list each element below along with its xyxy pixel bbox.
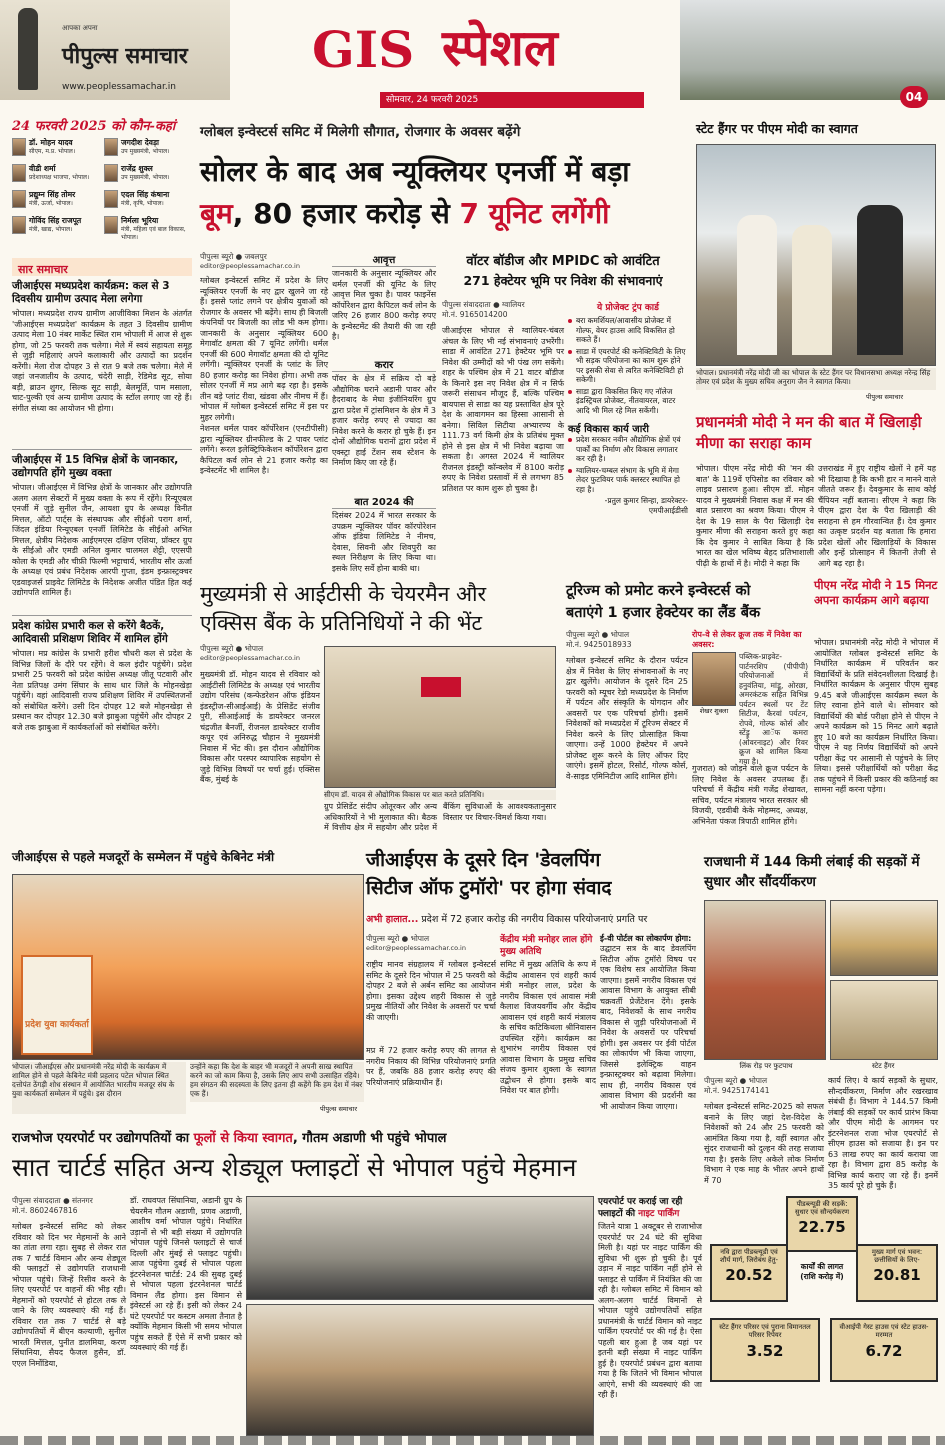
gwalior-side xyxy=(568,300,688,580)
labour-caption-2: उन्होंने कहा कि देश के बाहर भी मजदूरों ने अपनी साख स्थापित करने का जो काम किया है, उसके लिए आप सभी उत्साहित रहिये। हम संगठन की सदस्यता के लिए इतना ही कहेंगे कि हम देश में नंबर एक हैं। xyxy=(190,1062,364,1102)
baat-text: दिसंबर 2024 में भारत सरकार के उपक्रम न्यूक्लियर पॉवर कॉरपोरेशन ऑफ इंडिया लिमिटेड ने नीमच, देवास, सिवनी और शिवपुरी का स्थल निरीक्षण के लिए किया था। इसके लिए सर्वे होना बाकी था। xyxy=(332,511,436,573)
roads-text-1: ग्लोबल इन्वेस्टर्स समिट-2025 को सफल बनाने के लिए जहां देश-विदेश के निवेशकों को 24 और 25 फरवरी को आमंत्रित किया गया है, वहीं स्वागत और सुंदर राजधानी को दुल्हन की तरह सजाया गया है। इसके लिए अकेले लोक निर्माण विभाग ने एक माह के भीतर अपने हाथों में 70 xyxy=(704,1102,824,1185)
sar-samachar-header xyxy=(12,258,192,276)
bullet-icon xyxy=(568,319,572,323)
airport-byline-box xyxy=(12,1196,122,1220)
tourism-person-photo xyxy=(692,652,736,706)
person-role: मंत्री, महिला एवं बाल विकास, भोपाल। xyxy=(121,226,186,241)
tagline: आपका अपना xyxy=(62,24,98,32)
stat-main-roads xyxy=(856,1244,938,1302)
city-byline: पीपुल्स ब्यूरो ● भोपाल xyxy=(366,934,430,943)
bullet-item: बरा कमर्शियल/आवासीय प्रोजेक्ट में गोल्फ, वेयर हाउस आदि विकसित हो सकते हैं। xyxy=(568,316,688,345)
gwalior-byline: पीपुल्स संवाददाता ● ग्वालियर xyxy=(442,300,525,309)
person-name: गोविंद सिंह राजपूत xyxy=(29,216,82,225)
stat-label: स्टेट हैंगर परिसर एवं पुराना विमानतल परिसर रिपेयर xyxy=(719,1323,811,1339)
person-role: उप मुख्यमंत्री, भोपाल। xyxy=(121,174,170,181)
pm-time-headline: पीएम नरेंद्र मोदी ने 15 मिनट अपना कार्यक्रम आगे बढ़ाया xyxy=(814,578,938,607)
person-entry xyxy=(12,164,100,188)
avatar xyxy=(104,138,118,156)
person-role: प्रदेशाध्यक्ष भाजपा, भोपाल। xyxy=(29,174,90,181)
labour-banner-text: प्रदेश युवा कार्यकर्ता xyxy=(25,1020,89,1030)
bullet-item: ग्वालियर-चम्बल संभाग के भूमि में मेगा लेदर फुटवियर पार्क क्लस्टर स्थापित हो रहा है। xyxy=(568,466,688,495)
bullet-item: साडा द्वारा विकसित किए गए नॉलेज इंडस्ट्रियल प्रोजेक्ट, नीतवायरल, वाटर आदि भी मिल रहे मिल सकेंगी। xyxy=(568,387,688,416)
airport-photo-arrivals xyxy=(246,1196,594,1300)
tourism-headline-line2: बताएंगे 1 हजार हेक्टेयर का लैंड बैंक xyxy=(566,605,761,621)
masthead-right-photo xyxy=(680,0,945,100)
airport-kicker-b: फूलों से किया स्वागत xyxy=(193,1131,293,1146)
itc-caption: सीएम डॉ. यादव से औद्योगिक विकास पर बात करते प्रतिनिधि। xyxy=(324,790,556,800)
tourism-side-text: पब्लिक-प्राइवेट-पार्टनरशिप (पीपीपी) परियोजनाओं में हनुवंतिया, मांडू, ओरछा, अमरकंटक सहित विभिन्न पर्यटन स्थलों पर टेंट सिटीज, कैरवां पर्यटन, रोपवे, गोल्फ कोर्स और स्टेंड्रू आॅफ कमरा (ओवरनाइट) और रिवर क्रूज को शामिल किया गया है। xyxy=(739,652,808,766)
avatar xyxy=(12,190,26,208)
city-col2 xyxy=(500,934,596,1114)
stat-state-hangar xyxy=(710,1318,820,1382)
gwalior-headline-line1: वॉटर बॉडीज और MPIDC को आवंटित xyxy=(466,254,660,269)
person-name: निर्मला भूरिया xyxy=(121,216,159,225)
roads-photo-state-hangar xyxy=(830,980,938,1060)
brief-headline-2: जीआईएस में 15 विभिन्न क्षेत्रों के जानकार, उद्योगपति होंगे मुख्य वक्ता xyxy=(12,454,179,479)
bullet-icon xyxy=(568,390,572,394)
airport-kicker-a: राजभोज एयरपोर्ट पर उद्योगपतियों का xyxy=(12,1131,190,1146)
stat-value: 20.52 xyxy=(725,1266,773,1284)
person-entry xyxy=(104,216,192,240)
stat-label: मुख्य मार्ग एवं भवन: छत्तीसियों के लिए- xyxy=(871,1248,923,1264)
lead-byline-box xyxy=(200,252,320,272)
aaval-text: जानकारी के अनुसार न्यूक्लियर और थर्मल एनर्जी की यूनिट के लिए आवृत्त मिल चुका है। पावर फाइनेंस कॉर्पोरेशन द्वारा कैपिटल कर्व लोन के जरिए 26 हजार 800 करोड़ रुपए के इन्वेस्टमेंट की तैयारी की जा रही है। xyxy=(332,269,436,341)
city-headline-line1: जीआईएस के दूसरे दिन 'डेवलपिंग xyxy=(366,849,601,871)
tourism-byline-box xyxy=(566,630,686,652)
city-kicker-red: अभी हालात... xyxy=(366,914,419,925)
avatar xyxy=(12,138,26,156)
person-role: उप मुख्यमंत्री, भोपाल। xyxy=(121,148,170,155)
stat-value: 6.72 xyxy=(865,1342,903,1360)
gwalior-headline xyxy=(440,252,686,294)
lead-text-col1b: नेशनल थर्मल पावर कॉर्पोरेशन (एनटीपीसी) द्वारा न्यूक्लियर ग्रीनफील्ड के 2 पावर प्लांट लगेंगे। रूरल इलेक्ट्रिफिकेशन कॉर्पोरेशन द्वारा कैपिटल कर्व लोन से 21 हजार करोड़ का इन्वेस्टमेंट भी शामिल है। xyxy=(200,424,328,475)
person-entry xyxy=(12,138,100,162)
lead-headline xyxy=(200,152,688,244)
bullet-icon xyxy=(568,350,572,354)
avatar xyxy=(104,190,118,208)
brief-text-1: भोपाल। मध्यप्रदेश राज्य ग्रामीण आजीविका मिशन के अंतर्गत 'जीआईएस मध्यप्रदेश' कार्यक्रम के तहत 3 दिवसीय ग्रामीण उत्पाद मेला 10 नंबर मार्केट स्थित राम भोपाली में आज से शुरू होगा, जो 25 फरवरी तक चलेगा। मेले में स्वयं सहायता समूह से जुड़ी महिलाएं अपने कलाकारी और उत्पादों का प्रदर्शन करेंगी। मेला रोज दोपहर 3 से रात 9 बजे तक चलेगा। मेले में जहां जनजातीय के उत्पाद, चंदेरी साड़ी, रेडिमेड सूट, सोया बड़ी, ब्राउन शुगर, सिल्क सूट साड़ी, बेलमूर्ति, पाम मसाला, चाट-पुल्की एवं अन्य ग्रामीण उत्पाद के स्टॉल लगाए जा रहे हैं। संगीत संध्या का आयोजन भी होगा। xyxy=(12,309,192,413)
pm-welcome-caption: भोपाल। प्रधानमंत्री नरेंद्र मोदी जी का भोपाल के स्टेट हैंगर पर विधानसभा अध्यक्ष नरेन्द्र सिंह तोमर एवं प्रदेश के मुख्य सचिव अनुराग जैन ने स्वागत किया। xyxy=(696,368,936,390)
tourism-mobile: मो.नं. 9425018933 xyxy=(566,640,632,649)
top-strip-headline: ग्लोबल इन्वेस्टर्स समिट में मिलेगी सौगात, रोजगार के अवसर बढ़ेंगे xyxy=(200,124,521,140)
bullet-item: प्रदेश सरकार नवीन औद्योगिक क्षेत्रों एवं पार्कों का निर्माण और विकास लगातार कर रही है। xyxy=(568,435,688,464)
itc-byline-box xyxy=(200,644,320,666)
gwalior-quote: -प्रतुल कुमार सिन्हा, डायरेक्टर-एमपीआईडीसी xyxy=(604,496,688,515)
whos-where-title: 24 फरवरी 2025 को कौन-कहां xyxy=(12,119,176,134)
gwalior-text: जीआईएस भोपाल से ग्वालियर-चंबल अंचल के लिए भी नई संभावनाएं उभरेंगी। साडा में आवंटित 271 हेक्टेयर भूमि पर निवेश की उम्मीदों को भी पंख लग सकेंगे। शहर के पश्चिम क्षेत्र में 21 वाटर बॉडीज के किनारे इस नए निवेश क्षेत्र में न सिर्फ जरूरी संसाधन मौजूद हैं, बल्कि पश्चिम बायपास से साडा का यह प्रस्तावित क्षेत्र पूरे देश के आवागमन का हिस्सा आसानी से बनेगा। सिविल सिटीया अभ्यारण्य के 111.73 वर्ग किमी क्षेत्र के प्रतिबंध मुक्त होने से इस क्षेत्र में भी निवेश बढ़ाया जा सकता है। अगस्त 2024 में ग्वालियर रीजनल इंडस्ट्री कॉन्क्लेव में 8100 करोड़ रुपए के निवेश प्रस्तावों में से लगभग 85 प्रतिशत पर काम शुरू हो चुका है। xyxy=(442,326,564,493)
airport-text-1: ग्लोबल इन्वेस्टर्स समिट को लेकर रविवार को दिन भर मेहमानों के आने का तांता लगा रहा। सुबह से लेकर रात तक 7 चार्टर्ड विमान और अन्य शेड्यूल की फ्लाइटों से उद्योगपति राजधानी भोपाल पहुंचे। जिन्हें रिसीव करने के लिए एयरपोर्ट पर वाहनों की भीड़ रही। मेहमानों को एयरपोर्ट से होटल तक ले जाने के लिए व्यवस्थाएं की गई हैं। रविवार रात तक 7 चार्टर्ड से बड़े उद्योगपतियों में बीएन कल्याणी, सुनील भारती मित्तल, पुनीत डालमिया, करण सिंघानिया, सैयद फैजल हुसैन, डॉ. एएल निर्मोडिया, xyxy=(12,1222,126,1368)
bullet-icon xyxy=(568,438,572,442)
brief-headline-1: जीआईएस मध्यप्रदेश कार्यक्रम: कल से 3 दिवसीय ग्रामीण उत्पाद मेला लगेगा xyxy=(12,280,170,305)
pm-welcome-photo xyxy=(696,144,936,366)
tourism-headline xyxy=(566,580,806,628)
city-col3 xyxy=(600,934,696,1114)
labour-headline: जीआईएस से पहले मजदूरों के सम्मेलन में पहुंचे केबिनेट मंत्री xyxy=(12,850,275,864)
brand-logo: पीपुल्स समाचार xyxy=(62,44,188,69)
person-name: एदल सिंह कंषाना xyxy=(121,190,170,199)
brief-text-3: भोपाल। मप्र कांग्रेस के प्रभारी हरीश चौधरी कल से प्रदेश के विभिन्न जिलों के दौरे पर रहेंगे। वे कल इंदौर पहुंचेंगे। प्रदेश प्रभारी 25 फरवरी को प्रदेश कांग्रेस अध्यक्ष जीतू पटवारी और नेता प्रतिपक्ष उमंग सिंघार के साथ धार जिले के मोहनखेड़ा पहुंचेंगे। वहां आदिवासी राज्य प्रशिक्षण शिविर में उपस्थितजनों को संबोधित करेंगे। उसी दिन दोपहर 12 बजे मोहनखेड़ा से प्रस्थान कर दोपहर 12.30 बजे झाबुआ पहुंचेंगे और दोपहर 2 बजे तक झाबुआ में कार्यकर्ताओं को संबोधित करेंगे। xyxy=(12,649,192,732)
person-name: जगदीश देवड़ा xyxy=(121,138,159,147)
lead-headline-mid: , 80 हजार करोड़ से xyxy=(232,197,450,230)
lead-headline-line1: सोलर के बाद अब न्यूक्लियर एनर्जी में बड़ा xyxy=(200,155,630,188)
roads-byline-box xyxy=(704,1076,824,1098)
avatar xyxy=(104,216,118,234)
itc-headline-line1: मुख्यमंत्री से आईटीसी के चेयरमैन और xyxy=(200,582,487,606)
city-subhead: केंद्रीय मंत्री मनोहर लाल होंगे मुख्य अतिथि xyxy=(500,935,593,957)
roads-headline: राजधानी में 144 किमी लंबाई की सड़कों में सुधार और सौंदर्यीकरण xyxy=(704,854,920,890)
city-text-1: राष्ट्रीय मानव संग्रहालय में ग्लोबल इन्वेस्टर्स समिट के दूसरे दिन भोपाल में 25 फरवरी को दोपहर 2 बजे से अर्बन समिट का आयोजन होगा। इसका उद्देश्य शहरी विकास से जुड़े प्रमुख नीतियों और निवेश के अवसरों पर चर्चा की जाएगी। xyxy=(366,960,496,1022)
itc-meeting-photo xyxy=(324,646,556,788)
karar-label: करार xyxy=(332,357,436,372)
lead-byline: पीपुल्स ब्यूरो ● जबलपुर xyxy=(200,252,267,261)
person-entry xyxy=(104,164,192,188)
date-bar: सोमवार, 24 फरवरी 2025 xyxy=(380,92,644,108)
baat-label: बात 2024 की xyxy=(332,494,436,509)
print-registration-strip xyxy=(0,1436,945,1445)
roads-byline: पीपुल्स ब्यूरो ● भोपाल xyxy=(704,1076,768,1085)
avatar xyxy=(12,164,26,182)
tourism-side-head: रोप-वे से लेकर क्रूज तक में निवेश का अवसर: xyxy=(692,630,802,649)
person-entry xyxy=(12,216,100,240)
pm-welcome-headline: स्टेट हैंगर पर पीएम मोदी का स्वागत xyxy=(696,121,858,136)
lead-side-column xyxy=(332,252,436,582)
roads-text-2: कार्य लिए। ये कार्य सड़कों के सुधार, सौन्दर्यीकरण, निर्माण और रखरखाव संबंधी हैं। विभाग ने 144.57 किमी लंबाई की सड़कों पर कार्य प्रारंभ किया और पीएम मोदी के आगमन पर इंटरनेशनल राजा भोज एयरपोर्ट से सीएम हाउस को सजाया है। इन पर 63 लाख रुपए का कार्य कराया जा रहा है। विभाग द्वारा 85 करोड़ के विभिन्न कार्य कराए जा रहे हैं। इनमें 35 कार्य पूरे हो चुके हैं। xyxy=(828,1076,938,1190)
roads-mobile: मो.नं. 9425174141 xyxy=(704,1086,770,1095)
itc-byline: पीपुल्स ब्यूरो ● भोपाल xyxy=(200,644,264,653)
masthead xyxy=(0,0,945,108)
roads-photo1-caption: लिंक रोड़ पर फुटपाथ xyxy=(739,1062,793,1070)
labour-caption: भोपाल। जीआईएस और प्रधानमंत्री नरेंद्र मोदी के कार्यक्रम में शामिल होने से पहले केबिनेट मंत्री प्रहलाद पटेल भोपाल स्थित दत्तोपंत ठेंगड़ी शोध संस्थान में आयोजित भारतीय मजदूर संघ के युवा कार्यकर्ता सम्मेलन में पहुंचे। इस दौरान xyxy=(12,1062,186,1114)
section-title-latin: GIS xyxy=(312,20,415,79)
gwalior-mobile: मो.नं. 9165014200 xyxy=(442,310,508,319)
lead-text-col1: ग्लोबल इन्वेस्टर्स समिट में प्रदेश के लिए न्यूक्लियर एनर्जी के नए द्वार खुलने जा रहे हैं। इससे प्लांट लगने पर क्षेत्रीय युवाओं को रोजगार के अवसर भी बढ़ेंगे। साथ ही बिजली कंपनियों पर बिजली का लोड भी कम होगा। जानकारी के अनुसार न्यूक्लियर 600 मेगावॉट क्षमता की 7 यूनिट लगेंगी। थर्मल एनर्जी की 600 मेगावॉट क्षमता की दो यूनिट लगेंगी। न्यूक्लियर एनर्जी के प्लांट के लिए 80 हजार करोड़ का निवेश होगा। अभी तक सोलर एनर्जी में मप्र आगे बढ़ रहा है। इसके तीन बड़े प्लांट रीवा, खंडवा और नीमच में हैं। भोपाल में ग्लोबल इन्वेस्टर्स समिट में इस पर मुहर लगेगी। xyxy=(200,276,328,422)
airport-kicker xyxy=(12,1128,702,1148)
page-number: 04 xyxy=(900,86,928,108)
lead-headline-units: 7 यूनिट लगेंगी xyxy=(459,197,610,230)
city-email: editor@peoplessamachar.co.in xyxy=(366,944,466,952)
airport-photo-welcome xyxy=(246,1304,594,1436)
lead-headline-boom: बूम xyxy=(200,197,233,230)
stat-label: पीडब्ल्यूडी की सड़कें: सुधार एवं सौन्दर्यकरण xyxy=(794,1200,850,1216)
airport-headline: सात चार्टर्ड सहित अन्य शेड्यूल फ्लाइटों से भोपाल पहुंचे मेहमान xyxy=(12,1153,577,1182)
person-name: प्रद्युम्न सिंह तोमर xyxy=(29,190,76,199)
meena-text-1: भोपाल। पीएम नरेंद्र मोदी की 'मन की बात' के 119वें एपिसोड का रविवार को लाइव प्रसारण हुआ। सीएम डॉ. मोहन यादव ने मुख्यमंत्री निवास कक्ष में मन की बात प्रसारण का श्रवण किया। पीएम ने देश के 19 साल के पैरा खिलाड़ी देव कुमार मीणा की सराहना करते हुए कहा कि देव कुमार ने साबित किया है कि भारत का खेल भविष्य बेहद प्रतिभाशाली पीढ़ी के हाथों में है। मोदी ने कहा कि xyxy=(696,464,814,568)
labour-credit: पीपुल्स समाचार xyxy=(320,1105,357,1113)
gwalior-byline-box xyxy=(442,300,562,322)
person-entry xyxy=(104,138,192,162)
city-headline-line2: सिटीज ऑफ टुमॉरो' पर होगा संवाद xyxy=(366,877,612,899)
brief-headline-3: प्रदेश कांग्रेस प्रभारी कल से करेंगे बैठकें, आदिवासी प्रशिक्षण शिविर में शामिल होंगे xyxy=(12,620,168,645)
city-kicker-text: प्रदेश में 72 हजार करोड़ की नगरीय विकास परियोजनाएं प्रगति पर xyxy=(421,914,648,925)
airport-kicker-c: , गौतम अडाणी भी पहुंचे भोपाल xyxy=(292,1131,447,1146)
parking-kicker: एयरपोर्ट पर कराई जा रही xyxy=(598,1197,683,1207)
tourism-headline-line1: टूरिज्म को प्रमोट करने इन्वेस्टर्स को xyxy=(566,583,751,599)
stat-value: 20.81 xyxy=(873,1266,921,1284)
sar-samachar-label: सार समाचार xyxy=(18,263,68,276)
trump-card-label: ये प्रोजेक्ट ट्रंप कार्ड xyxy=(597,303,659,313)
airport-mobile: मो.नं. 8602467816 xyxy=(12,1206,78,1215)
tourism-person-caption: शेखर शुक्ला xyxy=(699,707,729,715)
person-role: मंत्री, ऊर्जा, भोपाल। xyxy=(29,200,73,207)
meena-text-2: उत्तराखंड में हुए राष्ट्रीय खेलों ने हमें यह भी दिखाया है कि कभी हार न मानने वाले जीतते जरूर हैं। देवकुमार के साथ कोई चैंपियन नहीं बताना। सीएम ने कहा कि पीएम द्वारा देश के पैरा खिलाड़ी की सराहना से हम गौरवान्वित हैं। देव कुमार का उत्कृष्ट प्रदर्शन यह बताता कि हमारा प्रदेश खेलों और खिलाड़ियों के विकास और इन्हें प्रोत्साहन में कितनी तेजी से आगे बढ़ रहा है। xyxy=(818,464,936,568)
stat-roads-beautification xyxy=(786,1196,858,1252)
brief-text-2: भोपाल। जीआईएस में विभिन्न क्षेत्रों के जानकार और उद्योगपति अलग अलग सेक्टरों में मुख्य वक्ता के रूप में रहेंगे। रिन्यूएबल एनर्जी में जुड़े सुनील जैन, आयशा ग्रुप के अध्यक्ष विनीत मित्तल, ऑटो पार्ट्स के संस्थापक और सीईओ पराग शर्मा, जिंदल इंडिया रिन्यूएबल एनर्जी लिमिटेड के सीईओ अभित मित्तल, क्षेत्रीय निदेशक आईएमएस दक्षिण एशिया, प्रॉक्टर ग्रुप के सीईओ और एमडी अनिल कुमार चालमल शेट्टी, एएसपी कोला के एमडी और चीफ़ी फिल्मी भट्टाचार्य, भारतीय सौर ऊर्जा के अध्यक्ष एवं प्रबंध निदेशक आरपी गुप्ता, इंडम इन्फ्रास्ट्रक्चर एडवाइजर्स प्राइवेट लिमिटेड के निदेशक अजीत पंडित हित कई उद्योगपति शामिल हैं। xyxy=(12,483,192,597)
airport-byline: पीपुल्स संवाददाता ● संतनगर xyxy=(12,1196,93,1205)
itc-text-2: ग्रुप प्रेसिडेंट संदीप ओतूरकर और अन्य अधिकारियों ने भी मुलाकात की। बैठक में वित्तीय क्षेत्र में सहयोग और प्रदेश में बैंकिंग सुविधाओं के आवश्यकतानुसार विस्तार पर विचार-विमर्श किया गया। xyxy=(324,802,556,832)
pm-welcome-credit: पीपुल्स समाचार xyxy=(866,393,903,401)
eportal-text: उद्घाटन सत्र के बाद डेवलपिंग सिटीज ऑफ टुमॉरो विषय पर एक विशेष सत्र आयोजित किया जाएगा। इसमें नगरीय विकास एवं आवास विभाग के आयुक्त सीबी चक्रवर्ती प्रेजेंटेशन देंगे। इसके बाद, निवेशकों के साथ नगरीय विकास से जुड़ी परियोजनाओं में निवेश के अवसरों पर परिचर्चा होगी। इस अवसर पर ईवी पोर्टल का लोकार्पण भी किया जाएगा, जिससे इलेक्ट्रिक वाहन इन्फ्रास्ट्रक्चर को बढ़ावा मिलेगा। साथ ही, नगरीय विकास एवं आवास विभाग की प्रदर्शनी का भी आयोजन किया जाएगा। xyxy=(600,944,696,1111)
airport-parking-box xyxy=(598,1196,702,1436)
person-role: सीएम, म.प्र. भोपाल। xyxy=(29,148,76,155)
bullet-icon xyxy=(568,469,572,473)
tourism-side xyxy=(692,630,808,840)
person-name: वीडी शर्मा xyxy=(29,164,56,173)
roads-photo-pwd xyxy=(830,900,938,976)
future-list xyxy=(568,435,688,494)
parking-head-b: नाइट पार्किंग xyxy=(638,1209,680,1219)
itc-text-1: मुख्यमंत्री डॉ. मोहन यादव से रविवार को आईटीसी लिमिटेड के अध्यक्ष एवं भारतीय उद्योग परिसंघ (कन्फेडरेशन ऑफ इंडियन इंडस्ट्रीज-सीआईआई) के प्रेसिडेंट संजीव पुरी, सीआईआई के डायरेक्टर जनरल चंद्रजीत बैनर्जी, रीजनल डायरेक्टर राजीव कपूर एवं अनिरुद्ध चौहान ने मुख्यमंत्री निवास में भेंट की। इस दौरान औद्योगिक विकास और परस्पर व्यापारिक सहयोग से जुड़े विभिन्न विषयों पर चर्चा हुई। एक्सिस बैंक, मुंबई के xyxy=(200,670,320,784)
meena-headline: प्रधानमंत्री मोदी ने मन की बात में खिलाड़ी मीणा का सराहा काम xyxy=(696,413,922,452)
avatar xyxy=(104,164,118,182)
stat-label: वीआईपी गेस्ट हाउस एवं स्टेट हाउस-मरम्मत xyxy=(839,1323,929,1339)
eportal-head: ई-वी पोर्टल का लोकार्पण होगा: xyxy=(600,934,692,943)
stat-value: 3.52 xyxy=(746,1342,784,1360)
bullet-item: साडा में एयरपोर्ट की कनेक्टिविटी के लिए भी सड़क परियोजना का काम शुरू होने पर इसकी सेवा से त्वरित कनेक्टिविटी हो सकेगी। xyxy=(568,347,688,385)
person-role: मंत्री, खाद्य, भोपाल। xyxy=(29,226,73,233)
airport-text-2: डॉ. राघवपत सिंघानिया, अडानी ग्रुप के चेयरमैन गौतम अडाणी, प्रणव अडाणी, आशीष वर्मा भोपाल पहुंचे। निर्धारित उड़ानों से भी बड़ी संख्या में उद्योगपति भोपाल पहुंचे जिनसे फ्लाइटों से चार्ज दिल्ली और मुंबई से फ्लाइट पहुंची। आज पहुंचेगा दुबई से भोपाल पहला इंटरनेशनल चार्टर्ड: 24 की सुबह दुबई से भोपाल पहला इंटरनेशनल चार्टर्ड विमान लैंड होगा। इस विमान से इंवेस्टर्स आ रहे हैं। इसी को लेकर 24 घंटे एयरपोर्ट पर कस्टम अमला तैनात है क्योंकि मेहमान किसी भी समय भोपाल पहुंच सकते हैं ऐसे में सभी प्रकार को व्यवस्थाएं की गई हैं। xyxy=(130,1196,242,1352)
itc-email: editor@peoplessamachar.co.in xyxy=(200,654,300,662)
gwalior-headline-line2: 271 हेक्टेयर भूमि पर निवेश की संभावनाएं xyxy=(463,273,663,288)
sar-samachar-items xyxy=(12,280,192,840)
pm-time-text: भोपाल। प्रधानमंत्री नरेंद्र मोदी ने भोपाल में आयोजित ग्लोबल इन्वेस्टर्स समिट के निर्धारित कार्यक्रम में परिवर्तन कर विद्यार्थियों के प्रति संवेदनशीलता दिखाई है। निर्धारित कार्यक्रम के अनुसार पीएम सुबह 9.45 बजे जीआईएस कार्यक्रम स्थल के लिए रवाना होने वाले थे। सोमवार को विद्यार्थियों की बोर्ड परीक्षा होने से पीएम ने अपने कार्यक्रम को 15 मिनट आगे बढ़ाते हुए 10 बजे का कार्यक्रम निर्धारित किया। पीएम ने यह निर्णय विद्यार्थियों को अपने परीक्षा केंद्र पर आसानी से पहुंचने के लिए लिया। इससे परीक्षार्थियों को परीक्षा केंद्र तक पहुंचने में किसी प्रकार की कठिनाई का सामना नहीं करना पड़ेगा। xyxy=(814,638,938,794)
parking-text: जितने यात्रा 1 अक्टूबर से राजाभोज एयरपोर्ट पर 24 घंटे की सुविधा मिली है। यहां पर नाइट पार्किंग की सुविधा भी शुरू हो चुकी है। पूर्व उड़ान में नाइट पार्किंग नहीं होने से फ्लाइट से पार्किंग में नियंत्रित की जा रही है। ग्लोबल समिट में विमान को अलग-अलग चार्टर्ड विमानों से भोपाल पहुंचे उद्योगपतियों सहित प्रधानमंत्री के चार्टर्ड विमान को नाइट पार्किंग एयरपोर्ट पर की गई है। ऐसा पहली बार हुआ है जब यहां पर इतनी बड़ी संख्या में नाइट पार्किंग हुई है। एयरपोर्ट प्रबंधन द्वारा बताया गया है कि जितने भी विमान भोपाल आएंगे, सभी की व्यवस्थाएं की जा रही हैं। xyxy=(598,1222,702,1399)
city-kicker xyxy=(366,912,696,928)
parking-head-a: फ्लाइटों की xyxy=(598,1209,636,1219)
section-title-hindi: स्पेशल xyxy=(442,19,558,77)
person-role: मंत्री, कृषि, भोपाल। xyxy=(121,200,164,207)
stat-value: 22.75 xyxy=(798,1218,846,1236)
stat-vip-guest-house xyxy=(830,1318,938,1382)
whos-where-list xyxy=(12,138,192,240)
stat-cost-note: कार्यों की लागत (राशि करोड़ में) xyxy=(800,1262,844,1281)
person-name: डॉ. मोहन यादव xyxy=(29,138,73,147)
tourism-text-2: गुजरात) को जोड़ने वाले क्रूज पर्यटन के लिए निवेश के अवसर उपलब्ध हैं। परिचर्चा में केंद्रीय मंत्री गजेंद्र शेखावत, सचिव, पर्यटन मंत्रालय भारत सरकार श्री विजयी, एडवीबी केके मोहम्मद, अध्यक्ष, अभिनेता पंकज त्रिपाठी शामिल होंगे। xyxy=(692,764,808,826)
avatar xyxy=(12,216,26,234)
itc-headline xyxy=(200,580,556,640)
person-entry xyxy=(104,190,192,214)
itc-headline-line2: एक्सिस बैंक के प्रतिनिधियों ने की भेंट xyxy=(200,611,483,635)
karar-text: पॉवर के क्षेत्र में सक्रिय दो बड़े औद्योगिक घराने अडानी पावर और हैदराबाद के मेघा इंजीनियरिंग ग्रुप द्वारा प्रदेश में ट्रांसमिशन के क्षेत्र में 3 हजार करोड़ रुपए से ज्यादा का निवेश करने के करार हो चुके हैं। इन दोनों औद्योगिक घरानों द्वारा प्रदेश में एक्स्ट्रा हाई टेंशन सब स्टेशन के निर्माण किए जा रहे हैं। xyxy=(332,374,436,467)
future-label: कई विकास कार्य जारी xyxy=(568,424,649,435)
person-name: राजेंद्र शुक्ल xyxy=(121,164,153,173)
tourism-text: ग्लोबल इन्वेस्टर्स समिट के दौरान पर्यटन क्षेत्र में निवेश के लिए संभावनाओं के नए द्वार खुलेंगे। आयोजन के दूसरे दिन 25 फरवरी को म्यूचर रेडो मध्यप्रदेश के निर्माण में पर्यटन और संस्कृति के योगदान और अवसरों पर एक परिचर्चा होगी। इसमें निवेशकों को मध्यप्रदेश में टूरिज्म सेक्टर में निवेश करने के लिए प्रोत्साहित किया जाएगा। उन्हें 1000 हेक्टेयर में अपने प्रोजेक्ट शुरू करने के लिए ऑफर दिए जाएंगे। इसमें होटल, रिसोर्ट, गोल्फ कोर्स, वे-साइड एमिनिटीज आदि शामिल होंगे। xyxy=(566,656,688,781)
city-headline xyxy=(366,846,696,908)
city-text-2: समिट में मुख्य अतिथि के रूप में केंद्रीय आवासन एवं शहरी कार्य मंत्री मनोहर लाल, प्रदेश के नगरीय विकास एवं आवास मंत्री कैलाश विजयवर्गीय और केंद्रीय आवासन एवं शहरी कार्य मंत्रालय के सचिव कटिकिथला श्रीनिवासन उपस्थित रहेंगे। कार्यक्रम का शुभारंभ नगरीय विकास एवं आवास विभाग के प्रमुख सचिव संजय कुमार शुक्ला के स्वागत उद्बोधन से होगा। इसके बाद निवेश पर बात होगी। xyxy=(500,960,596,1095)
labour-photo xyxy=(12,874,364,1060)
city-text-3: मप्र में 72 हजार करोड़ रुपए की लागत से नगरीय निकाय की विभिन्न परियोजनाएं प्रगति पर हैं, जबकि 88 हजार करोड़ रुपए की परियोजनाएं प्रक्रियाधीन हैं। xyxy=(366,1046,496,1087)
roads-photo-footpath xyxy=(704,900,826,1060)
city-byline-box xyxy=(366,934,496,956)
tourism-byline: पीपुल्स ब्यूरो ● भोपाल xyxy=(566,630,630,639)
lead-email: editor@peoplessamachar.co.in xyxy=(200,262,300,270)
aaval-label: आवृत्त xyxy=(332,252,436,267)
statue-icon xyxy=(18,8,38,90)
website[interactable]: www.peoplessamachar.in xyxy=(62,82,176,92)
trump-card-list xyxy=(568,316,688,415)
roads-photo2-caption: स्टेट हैंगर xyxy=(872,1062,895,1070)
labour-banner xyxy=(21,955,93,1055)
stat-shaurya-marg xyxy=(710,1244,788,1302)
whos-where-box xyxy=(12,116,192,252)
stat-label: नवि द्वारा पीडब्ल्यूडी एवं शौर्य मार्ग, जिरोबंध हेतु- xyxy=(720,1248,778,1264)
person-entry xyxy=(12,190,100,214)
